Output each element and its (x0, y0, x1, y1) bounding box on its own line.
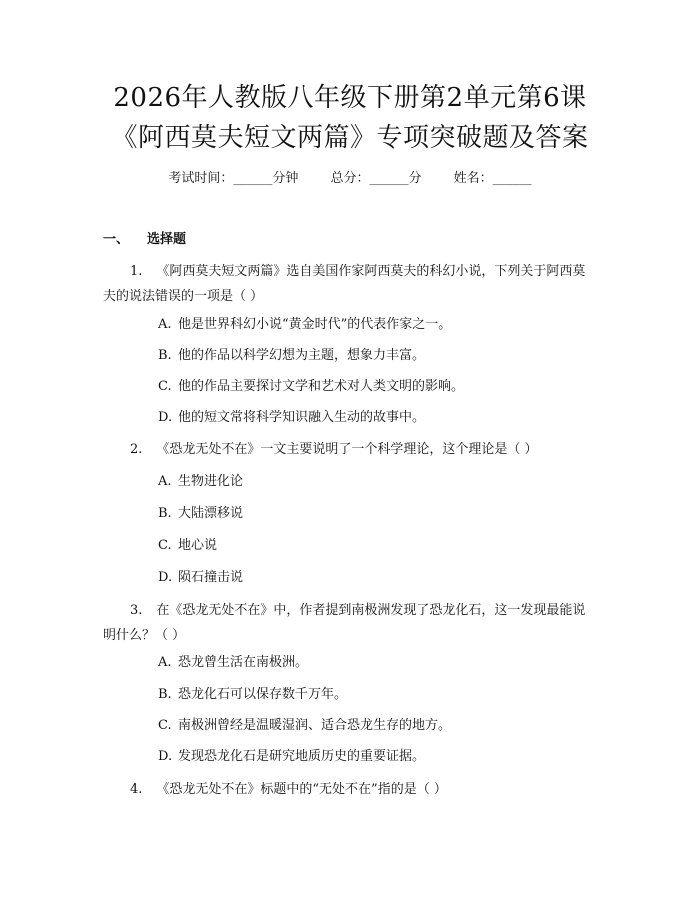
total-score-field: 总分：______分 (330, 171, 422, 186)
question-3-option-b (158, 686, 598, 704)
question-2-stem: 《恐龙无处不在》一文主要说明了一个科学理论，这个理论是（ ） (156, 442, 538, 457)
question-3-number: 3. (130, 603, 143, 618)
option-letter: B. (158, 687, 172, 702)
question-3-text (103, 598, 590, 648)
question-1-number: 1. (130, 264, 143, 279)
question-2-option-d (158, 569, 598, 587)
question-3-stem: 在《恐龙无处不在》中，作者提到南极洲发现了恐龙化石，这一发现最能说明什么？（ ） (103, 603, 586, 643)
option-text: 地心说 (178, 538, 218, 553)
section-heading (103, 231, 186, 249)
option-letter: D. (158, 749, 173, 764)
option-letter: C. (158, 718, 172, 733)
option-text: 他的短文常将科学知识融入生动的故事中。 (178, 410, 426, 425)
question-1-option-a (158, 316, 598, 334)
option-text: 发现恐龙化石是研究地质历史的重要证据。 (178, 749, 426, 764)
option-text: 他是世界科幻小说“黄金时代”的代表作家之一。 (178, 317, 452, 332)
question-2-text (103, 437, 590, 462)
question-2-number: 2. (130, 442, 143, 457)
option-letter: B. (158, 506, 172, 521)
question-4-number: 4. (130, 782, 143, 797)
question-2-option-b (158, 505, 598, 523)
question-2-option-c (158, 537, 598, 555)
option-text: 他的作品主要探讨文学和艺术对人类文明的影响。 (178, 379, 465, 394)
option-letter: C. (158, 538, 172, 553)
document-title-line-2: 《阿西莫夫短文两篇》专项突破题及答案 (111, 123, 589, 153)
option-text: 恐龙化石可以保存数千万年。 (178, 687, 348, 702)
option-text: 陨石撞击说 (178, 570, 244, 585)
option-letter: A. (158, 317, 172, 332)
question-2-option-a (158, 473, 598, 491)
question-1-option-c (158, 378, 598, 396)
question-1-option-b (158, 347, 598, 365)
document-title-line-1: 2026年人教版八年级下册第2单元第6课 (113, 83, 587, 113)
question-3-option-a (158, 654, 598, 672)
option-letter: D. (158, 570, 173, 585)
question-1-stem: 《阿西莫夫短文两篇》选自美国作家阿西莫夫的科幻小说，下列关于阿西莫夫的说法错误的一项是（ ） (103, 264, 586, 304)
option-text: 大陆漂移说 (178, 506, 244, 521)
option-letter: A. (158, 655, 172, 670)
option-text: 他的作品以科学幻想为主题，想象力丰富。 (178, 348, 426, 363)
question-4-text (103, 777, 590, 802)
student-name-field: 姓名：______ (453, 171, 532, 186)
option-letter: C. (158, 379, 172, 394)
option-letter: D. (158, 410, 173, 425)
question-1-text (103, 259, 590, 309)
exam-info (0, 170, 700, 188)
section-title: 选择题 (147, 232, 187, 247)
option-letter: A. (158, 474, 172, 489)
question-3-option-d (158, 748, 598, 766)
exam-time-field: 考试时间：______分钟 (168, 171, 299, 186)
option-text: 南极洲曾经是温暖湿润、适合恐龙生存的地方。 (178, 718, 452, 733)
option-text: 生物进化论 (178, 474, 244, 489)
option-text: 恐龙曾生活在南极洲。 (178, 655, 309, 670)
question-1-option-d (158, 409, 598, 427)
section-number: 一、 (103, 232, 130, 247)
question-3-option-c (158, 717, 598, 735)
option-letter: B. (158, 348, 172, 363)
question-4-stem: 《恐龙无处不在》标题中的“无处不在”指的是（ ） (156, 782, 447, 797)
